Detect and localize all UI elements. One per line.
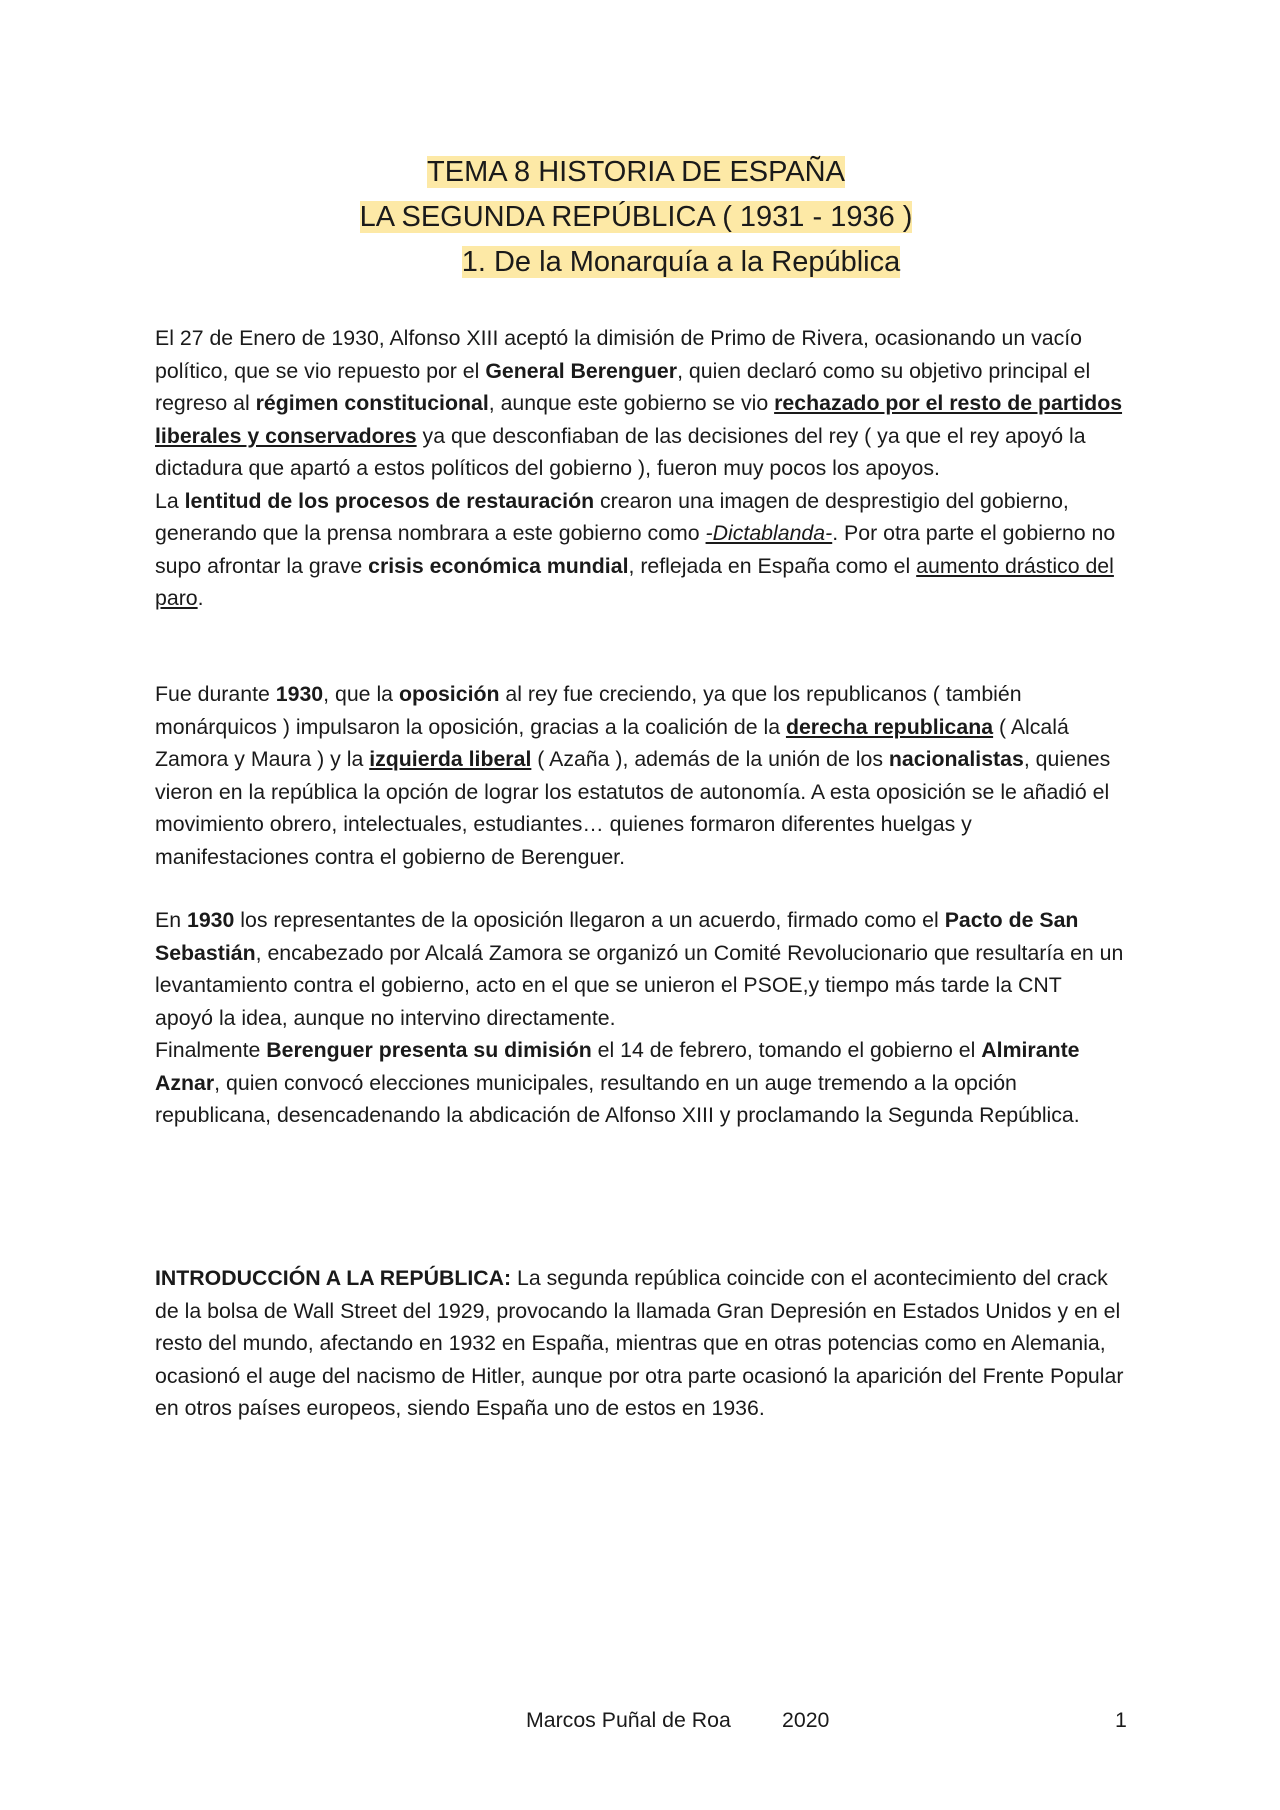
document-subtitle: LA SEGUNDA REPÚBLICA ( 1931 - 1936 ): [359, 201, 913, 233]
text-block-3: [155, 904, 1125, 1132]
section-heading: 1. De la Monarquía a la República: [461, 246, 901, 278]
paragraph: El 27 de Enero de 1930, Alfonso XIII aceptó la dimisión de Primo de Rivera, ocasionando un vacío político, que se vio repuesto por el General Berenguer, quien declaró como su objetivo principal el regreso al régimen constitucional, aunque este gobierno se vio rechazado por el resto de partidos liberales y conservadores ya que desconfiaban de las decisiones del rey ( ya que el rey apoyó la dictadura que apartó a estos políticos del gobierno ), fueron muy pocos los apoyos.: [155, 326, 1123, 480]
footer-author: Marcos Puñal de Roa: [526, 1708, 731, 1732]
text-block-1: [155, 322, 1125, 615]
text-block-4: [155, 1262, 1125, 1425]
text-block-2: [155, 678, 1125, 873]
page-number: 1: [1115, 1708, 1127, 1732]
title-block: [0, 150, 1280, 285]
paragraph: INTRODUCCIÓN A LA REPÚBLICA: La segunda república coincide con el acontecimiento del crack de la bolsa de Wall Street del 1929, provocando la llamada Gran Depresión en Estados Unidos y en el resto del mundo, afectando en 1932 en España, mientras que en otras potencias como en Alemania, ocasionó el auge del nacismo de Hitler, aunque por otra parte ocasionó la aparición del Frente Popular en otros países europeos, siendo España uno de estos en 1936.: [155, 1266, 1124, 1420]
document-title: TEMA 8 HISTORIA DE ESPAÑA: [427, 156, 845, 188]
paragraph: Finalmente Berenguer presenta su dimisión el 14 de febrero, tomando el gobierno el Almirante Aznar, quien convocó elecciones municipales, resultando en un auge tremendo a la opción republicana, desencadenando la abdicación de Alfonso XIII y proclamando la Segunda República.: [155, 1038, 1080, 1127]
paragraph: Fue durante 1930, que la oposición al rey fue creciendo, ya que los republicanos ( también monárquicos ) impulsaron la oposición, gracias a la coalición de la derecha republicana ( Alcalá Zamora y Maura ) y la izquierda liberal ( Azaña ), además de la unión de los nacionalistas, quienes vieron en la república la opción de lograr los estatutos de autonomía. A esta oposición se le añadió el movimiento obrero, intelectuales, estudiantes… quienes formaron diferentes huelgas y manifestaciones contra el gobierno de Berenguer.: [155, 682, 1111, 869]
paragraph: En 1930 los representantes de la oposición llegaron a un acuerdo, firmado como el Pacto de San Sebastián, encabezado por Alcalá Zamora se organizó un Comité Revolucionario que resultaría en un levantamiento contra el gobierno, acto en el que se unieron el PSOE,y tiempo más tarde la CNT apoyó la idea, aunque no intervino directamente.: [155, 908, 1124, 1030]
paragraph: La lentitud de los procesos de restauración crearon una imagen de desprestigio del gobierno, generando que la prensa nombrara a este gobierno como -Dictablanda-. Por otra parte el gobierno no supo afrontar la grave crisis económica mundial, reflejada en España como el aumento drástico del paro.: [155, 488, 1116, 610]
footer-year: 2020: [782, 1708, 830, 1732]
